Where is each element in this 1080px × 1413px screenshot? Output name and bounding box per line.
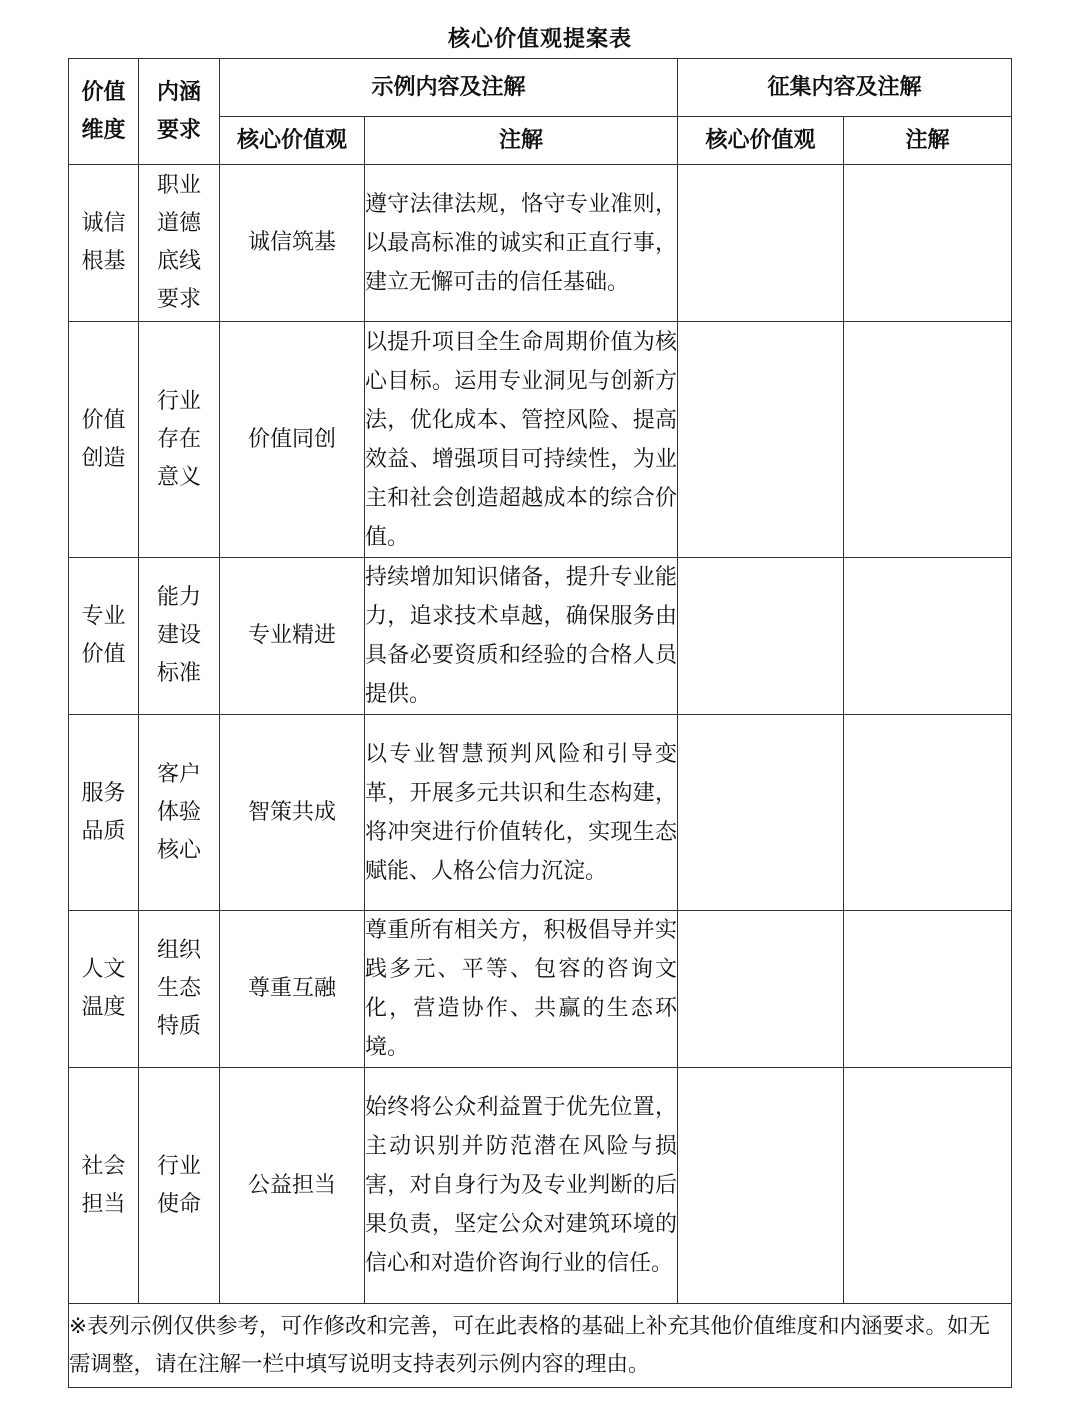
cell-collect-core-value[interactable] bbox=[678, 911, 844, 1068]
header-example-group: 示例内容及注解 bbox=[220, 59, 678, 117]
cell-dimension: 专业 价值 bbox=[69, 558, 139, 715]
cell-collect-core-value[interactable] bbox=[678, 1068, 844, 1304]
cell-dimension: 诚信 根基 bbox=[69, 165, 139, 322]
footer-note: ※表列示例仅供参考，可作修改和完善，可在此表格的基础上补充其他价值维度和内涵要求。如无需调整，请在注解一栏中填写说明支持表列示例内容的理由。 bbox=[69, 1304, 1012, 1388]
cell-dimension: 价值 创造 bbox=[69, 322, 139, 558]
table-row bbox=[69, 165, 1012, 322]
cell-core-value: 智策共成 bbox=[220, 715, 365, 911]
header-collect-group: 征集内容及注解 bbox=[678, 59, 1012, 117]
cell-collect-annotation[interactable] bbox=[844, 715, 1012, 911]
cell-collect-annotation[interactable] bbox=[844, 1068, 1012, 1304]
cell-collect-annotation[interactable] bbox=[844, 322, 1012, 558]
cell-collect-core-value[interactable] bbox=[678, 558, 844, 715]
cell-core-value: 专业精进 bbox=[220, 558, 365, 715]
cell-collect-core-value[interactable] bbox=[678, 715, 844, 911]
cell-annotation: 遵守法律法规，恪守专业准则，以最高标准的诚实和正直行事，建立无懈可击的信任基础。 bbox=[365, 165, 678, 322]
cell-core-value: 价值同创 bbox=[220, 322, 365, 558]
proposal-table bbox=[68, 58, 1012, 1388]
cell-collect-annotation[interactable] bbox=[844, 911, 1012, 1068]
table-row bbox=[69, 322, 1012, 558]
cell-connotation: 组织 生态 特质 bbox=[139, 911, 220, 1068]
cell-dimension: 服务 品质 bbox=[69, 715, 139, 911]
cell-collect-annotation[interactable] bbox=[844, 558, 1012, 715]
table-row bbox=[69, 911, 1012, 1068]
table-row bbox=[69, 558, 1012, 715]
cell-core-value: 公益担当 bbox=[220, 1068, 365, 1304]
header-dimension: 价值 维度 bbox=[69, 59, 139, 165]
table-row bbox=[69, 1068, 1012, 1304]
cell-annotation: 以提升项目全生命周期价值为核心目标。运用专业洞见与创新方法，优化成本、管控风险、提高效益、增强项目可持续性，为业主和社会创造超越成本的综合价值。 bbox=[365, 322, 678, 558]
header-collect-annotation: 注解 bbox=[844, 117, 1012, 165]
cell-connotation: 客户 体验 核心 bbox=[139, 715, 220, 911]
cell-dimension: 人文 温度 bbox=[69, 911, 139, 1068]
header-annotation: 注解 bbox=[365, 117, 678, 165]
page-title: 核心价值观提案表 bbox=[447, 27, 632, 52]
cell-connotation: 行业 存在 意义 bbox=[139, 322, 220, 558]
cell-connotation: 职业 道德 底线 要求 bbox=[139, 165, 220, 322]
cell-core-value: 尊重互融 bbox=[220, 911, 365, 1068]
cell-collect-core-value[interactable] bbox=[678, 322, 844, 558]
cell-annotation: 以专业智慧预判风险和引导变革，开展多元共识和生态构建，将冲突进行价值转化，实现生态赋能、人格公信力沉淀。 bbox=[365, 715, 678, 911]
cell-connotation: 行业 使命 bbox=[139, 1068, 220, 1304]
header-collect-core-value: 核心价值观 bbox=[678, 117, 844, 165]
header-connotation: 内涵 要求 bbox=[139, 59, 220, 165]
cell-collect-annotation[interactable] bbox=[844, 165, 1012, 322]
cell-annotation: 持续增加知识储备，提升专业能力，追求技术卓越，确保服务由具备必要资质和经验的合格人员提供。 bbox=[365, 558, 678, 715]
cell-core-value: 诚信筑基 bbox=[220, 165, 365, 322]
cell-connotation: 能力 建设 标准 bbox=[139, 558, 220, 715]
cell-collect-core-value[interactable] bbox=[678, 165, 844, 322]
cell-annotation: 始终将公众利益置于优先位置，主动识别并防范潜在风险与损害，对自身行为及专业判断的后果负责，坚定公众对建筑环境的信心和对造价咨询行业的信任。 bbox=[365, 1068, 678, 1304]
cell-annotation: 尊重所有相关方，积极倡导并实践多元、平等、包容的咨询文化，营造协作、共赢的生态环境。 bbox=[365, 911, 678, 1068]
cell-dimension: 社会 担当 bbox=[69, 1068, 139, 1304]
header-core-value: 核心价值观 bbox=[220, 117, 365, 165]
table-row bbox=[69, 715, 1012, 911]
